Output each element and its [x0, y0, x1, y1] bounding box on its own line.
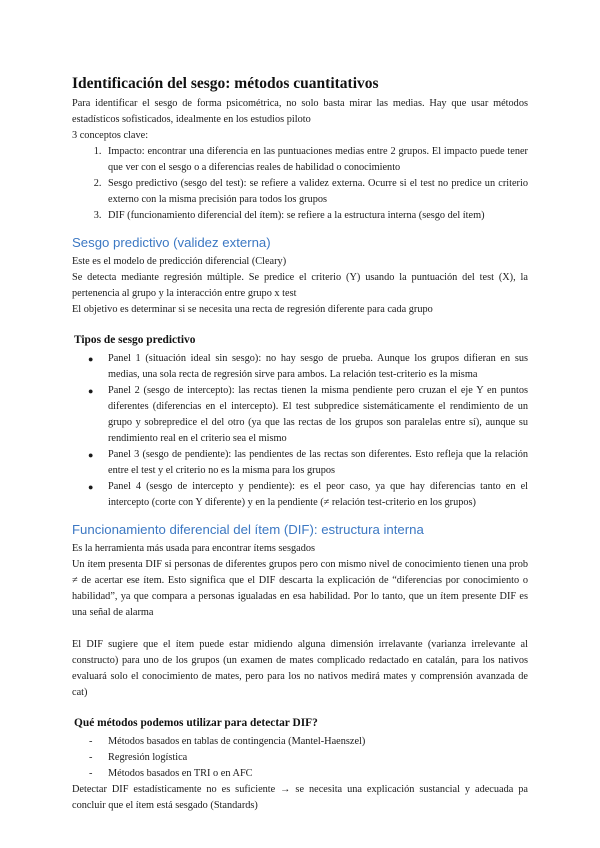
list-item: 3. DIF (funcionamiento diferencial del ítem): se refiere a la estructura interna (sesgo del ítem) [104, 208, 528, 224]
dif-methods-list [72, 734, 528, 782]
paragraph: Es la herramienta más usada para encontrar ítems sesgados [72, 543, 316, 554]
list-item: ● Panel 3 (sesgo de pendiente): las pendientes de las rectas son diferentes. Esto refleja que la relación entre el test y el criterio no es la misma para los grupos [88, 449, 528, 476]
list-item: - Métodos basados en TRI o en AFC [104, 766, 528, 782]
dash-icon: - [89, 768, 93, 779]
subheading-bias-types: Tipos de sesgo predictivo [74, 334, 196, 346]
bullet-icon: ● [88, 482, 94, 492]
list-item: - Métodos basados en tablas de contingencia (Mantel-Haenszel) [104, 734, 528, 750]
paragraph: El objetivo es determinar si se necesita una recta de regresión diferente para cada grupo [72, 304, 433, 315]
list-item: ● Panel 4 (sesgo de intercepto y pendiente): es el peor caso, ya que hay diferencias tanto en el intercepto (corte con Y diferente) y en la pendiente (≠ relación test-criterio en los grupos) [88, 481, 528, 508]
list-item: 2. Sesgo predictivo (sesgo del test): se refiere a validez externa. Ocurre si el test no predice un criterio externo con la misma precisión para todos los grupos [104, 176, 528, 208]
paragraph: El DIF sugiere que el ítem puede estar midiendo alguna dimensión irrelavante (varianza irrelevante al constructo) para uno de los grupos (un examen de mates complicado redactado en catalán, para los nativos evaluará solo el conocimiento de mates, pero para los no nativos medirá mates y comprensión avanzada de cat) [72, 639, 528, 698]
page-title: Identificación del sesgo: métodos cuantitativos [72, 75, 379, 92]
concepts-list [72, 144, 528, 224]
list-item: ● Panel 1 (situación ideal sin sesgo): no hay sesgo de prueba. Aunque los grupos difieran en sus medias, una sola recta de regresión sirve para ambos. La relación test-criterio es la misma [88, 353, 528, 380]
closing-paragraph: Detectar DIF estadísticamente no es suficiente → se necesita una explicación sustancial y adecuada pa concluir que el ítem está sesgado (Standards) [72, 784, 528, 811]
list-item: ● Panel 2 (sesgo de intercepto): las rectas tienen la misma pendiente pero cruzan el eje Y en puntos diferentes (diferencias en el intercepto). El test subpredice sistemáticamente el rendimiento de un grupo y sobrepredice el del otro (ya que las rectas de los grupos son paralelas entre sí), aunque su rendimiento real en el criterio sea el mismo [88, 385, 528, 444]
bullet-icon: ● [88, 450, 94, 460]
subheading-dif-methods: Qué métodos podemos utilizar para detectar DIF? [74, 717, 318, 729]
paragraph: Un ítem presenta DIF si personas de diferentes grupos pero con mismo nivel de conocimiento tienen una prob ≠ de acertar ese ítem. Esto significa que el DIF descarta la explicación de “diferencias por conocimiento o habilidad”, ya que compara a personas igualadas en esa habilidad. Por lo tanto, que un ítem presente DIF es una señal de alarma [72, 559, 528, 618]
section-heading-predictive: Sesgo predictivo (validez externa) [72, 235, 271, 250]
list-item: - Regresión logística [104, 750, 528, 766]
section-heading-dif: Funcionamiento diferencial del ítem (DIF): estructura interna [72, 522, 424, 537]
concepts-lead: 3 conceptos clave: [72, 130, 149, 141]
dash-icon: - [89, 736, 93, 747]
bias-types-list [72, 351, 528, 511]
dash-icon: - [89, 752, 93, 763]
paragraph: Se detecta mediante regresión múltiple. Se predice el criterio (Y) usando la puntuación del test (X), la pertenencia al grupo y la interacción entre grupo x test [72, 272, 528, 299]
paragraph: Este es el modelo de predicción diferencial (Cleary) [72, 256, 287, 267]
list-item: 1. Impacto: encontrar una diferencia en las puntuaciones medias entre 2 grupos. El impacto puede tener que ver con el sesgo o a diferencias reales de habilidad o conocimiento [104, 144, 528, 176]
bullet-icon: ● [88, 386, 94, 396]
intro-paragraph: Para identificar el sesgo de forma psicométrica, no solo basta mirar las medias. Hay que usar métodos estadísticos sofisticados, idealmente en los estudios piloto [72, 98, 528, 125]
spacer [72, 621, 528, 637]
bullet-icon: ● [88, 354, 94, 364]
